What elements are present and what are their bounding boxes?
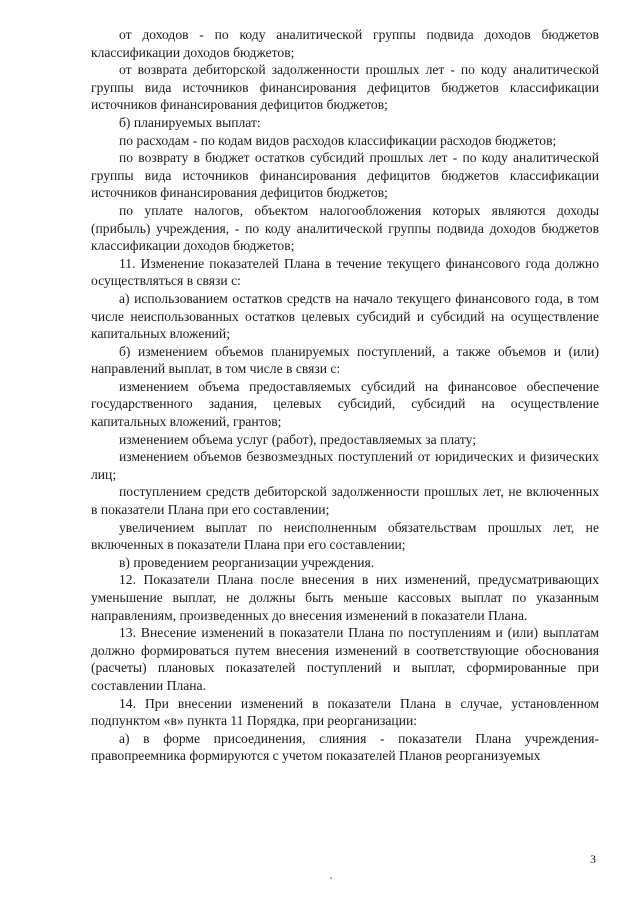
paragraph-expense-codes: по расходам - по кодам видов расходов классификации расходов бюджетов; <box>119 132 557 148</box>
page-number: 3 <box>590 852 596 866</box>
paragraph-planned-payments: б) планируемых выплат: <box>119 114 261 130</box>
paragraph-section-12: 12. Показатели Плана после внесения в них изменений, предусматривающих уменьшение выплат, не должны быть меньше кассовых выплат по указанным направлениям, произведенных до внесения изменений в показатели Плана. <box>91 572 599 623</box>
paragraph-11-b: б) изменением объемов планируемых поступлений, а также объемов и (или) направлений выплат, в том числе в связи с: <box>91 343 599 377</box>
paragraph-paid-services: изменением объема услуг (работ), предоставляемых за плату; <box>119 431 476 447</box>
paragraph-subsidy-return: по возврату в бюджет остатков субсидий прошлых лет - по коду аналитической группы вида источников финансирования дефицитов бюджетов классификации источников финансирования дефицитов бюджетов; <box>91 150 599 201</box>
paragraph-tax-payment: по уплате налогов, объектом налогообложения которых являются доходы (прибыль) учреждения, - по коду аналитической группы подвида доходов бюджетов классификации доходов бюджетов; <box>91 202 599 254</box>
paragraph-11-c: в) проведением реорганизации учреждения. <box>119 554 375 570</box>
paragraph-receivables-return: от возврата дебиторской задолженности прошлых лет - по коду аналитической группы вида источников финансирования дефицитов бюджетов классификации источников финансирования дефицитов бюджетов; <box>91 62 599 113</box>
paragraph-section-13: 13. Внесение изменений в показатели Плана по поступлениям и (или) выплатам должно формироваться путем внесения изменений в соответствующие обоснования (расчеты) плановых показателей поступлений и выплат, сформированные при составлении Плана. <box>91 625 599 693</box>
paragraph-unfulfilled-obligations: увеличением выплат по неисполненным обязательствам прошлых лет, не включенных в показатели Плана при его составлении; <box>91 519 599 553</box>
scan-speck <box>330 877 332 879</box>
paragraph-subsidy-change: изменением объема предоставляемых субсидий на финансовое обеспечение государственного задания, целевых субсидий, субсидий на осуществление капитальных вложений, грантов; <box>91 378 599 430</box>
paragraph-gratuitous-receipts: изменением объемов безвозмездных поступлений от юридических и физических лиц; <box>91 449 599 482</box>
paragraph-14-a: а) в форме присоединения, слияния - показатели Плана учреждения-правопреемника формируются с учетом показателей Планов реорганизуемых <box>91 730 599 764</box>
paragraph-section-14: 14. При внесении изменений в показатели Плана в случае, установленном подпунктом «в» пункта 11 Порядка, при реорганизации: <box>91 695 599 729</box>
paragraph-section-11: 11. Изменение показателей Плана в течение текущего финансового года должно осуществляться в связи с: <box>91 255 599 289</box>
document-page <box>91 26 599 765</box>
paragraph-income-codes: от доходов - по коду аналитической группы подвида доходов бюджетов классификации доходов бюджетов; <box>91 27 599 60</box>
paragraph-receivables-income: поступлением средств дебиторской задолженности прошлых лет, не включенных в показатели Плана при его составлении; <box>91 484 599 518</box>
paragraph-11-a: а) использованием остатков средств на начало текущего финансового года, в том числе неиспользованных остатков целевых субсидий и субсидий на осуществление капитальных вложений; <box>91 290 599 342</box>
